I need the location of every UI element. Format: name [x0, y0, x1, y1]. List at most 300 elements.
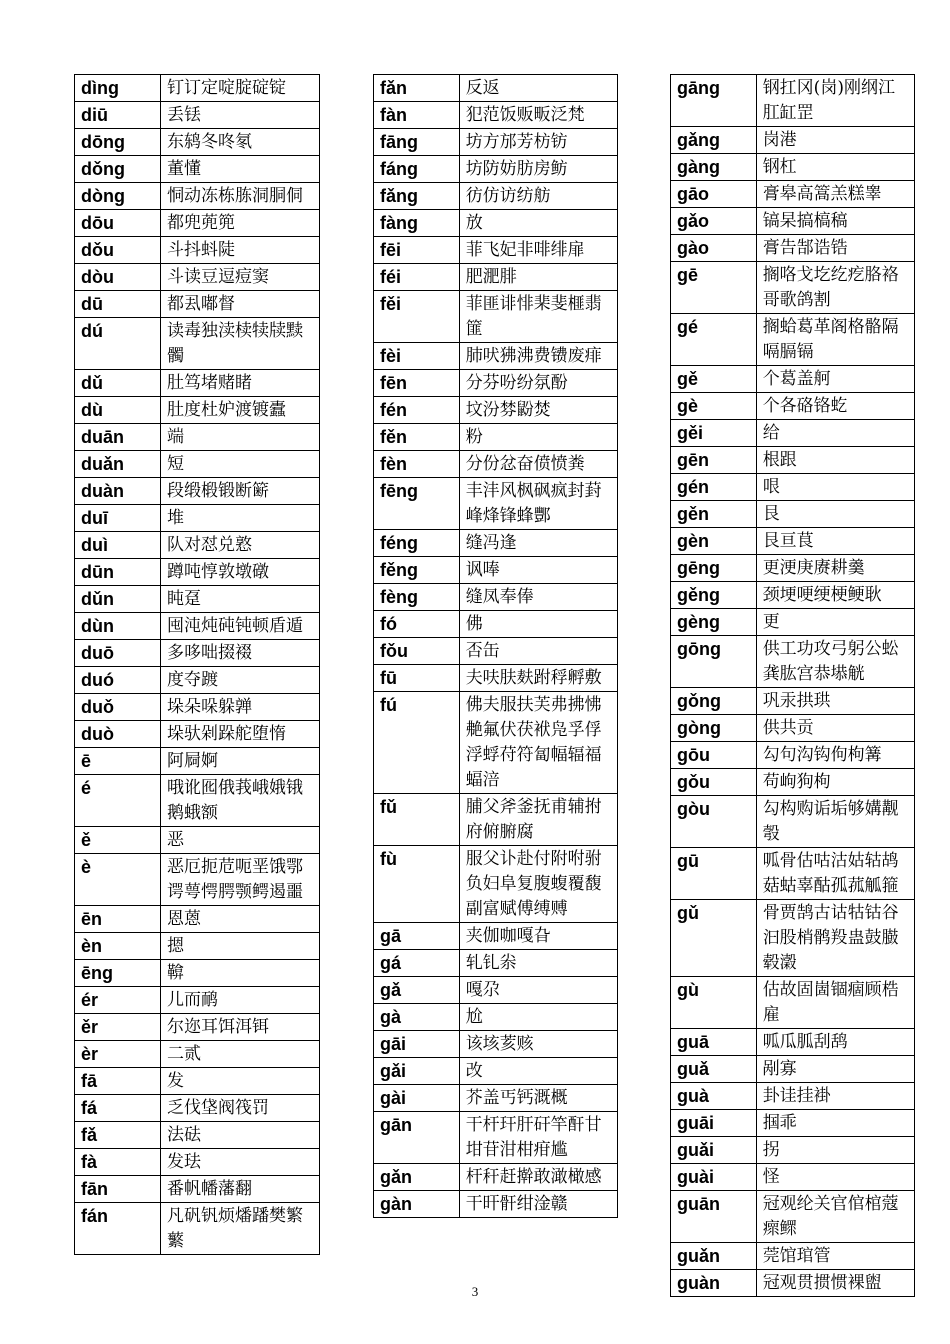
pinyin-cell: é	[75, 775, 161, 827]
pinyin-cell: fǎng	[374, 183, 460, 210]
characters-cell: 队对怼兑憝	[161, 532, 320, 559]
table-row	[75, 613, 320, 640]
pinyin-cell: dìng	[75, 75, 161, 102]
pinyin-cell: duì	[75, 532, 161, 559]
characters-cell: 肚度杜妒渡镀蠹	[161, 397, 320, 424]
pinyin-cell: dú	[75, 318, 161, 370]
characters-cell: 恶	[161, 827, 320, 854]
table-row	[671, 501, 915, 528]
pinyin-cell: dōng	[75, 129, 161, 156]
characters-cell: 巩汞拱珙	[756, 688, 914, 715]
characters-cell: 根跟	[756, 447, 914, 474]
pinyin-cell: gěi	[671, 420, 757, 447]
table-row	[75, 559, 320, 586]
characters-cell: 卦诖挂褂	[756, 1083, 914, 1110]
table-row	[75, 827, 320, 854]
pinyin-cell: fǎ	[75, 1122, 161, 1149]
characters-cell: 彷仿访纺舫	[459, 183, 617, 210]
characters-cell: 都厾嘟督	[161, 291, 320, 318]
pinyin-cell: gà	[374, 1004, 460, 1031]
pinyin-cell: gén	[671, 474, 757, 501]
characters-cell: 东鸫冬咚氡	[161, 129, 320, 156]
characters-cell: 脯父斧釜抚甫辅拊府俯腑腐	[459, 794, 617, 846]
table-row	[75, 640, 320, 667]
characters-cell: 轧钆尜	[459, 950, 617, 977]
pinyin-cell: gāng	[671, 75, 757, 127]
pinyin-cell: duǒ	[75, 694, 161, 721]
characters-cell: 凡矾钒烦燔蹯樊繁蘩	[161, 1203, 320, 1255]
table-row	[671, 528, 915, 555]
pinyin-cell: fèng	[374, 584, 460, 611]
pinyin-cell: fá	[75, 1095, 161, 1122]
pinyin-cell: fěn	[374, 424, 460, 451]
table-row	[75, 264, 320, 291]
table-row	[671, 1137, 915, 1164]
table-row	[75, 1149, 320, 1176]
characters-cell: 冠观纶关官倌棺蔻瘝鳏	[756, 1191, 914, 1243]
characters-cell: 夫呋肤麸跗稃孵敷	[459, 665, 617, 692]
pinyin-cell: gào	[671, 235, 757, 262]
characters-cell: 干杆玕肝矸竿酐甘坩苷泔柑疳尴	[459, 1112, 617, 1164]
characters-cell: 囤沌炖砘钝顿盾遁	[161, 613, 320, 640]
table-row	[374, 370, 618, 397]
table-row	[671, 235, 915, 262]
characters-cell: 镐杲搞槁稿	[756, 208, 914, 235]
characters-cell: 哦讹囮俄莪峨娥锇鹅蛾额	[161, 775, 320, 827]
pinyin-cell: gàng	[671, 154, 757, 181]
table-row	[374, 210, 618, 237]
table-row	[374, 102, 618, 129]
characters-cell: 钢杠	[756, 154, 914, 181]
pinyin-cell: gá	[374, 950, 460, 977]
pinyin-cell: duō	[75, 640, 161, 667]
table-row	[75, 102, 320, 129]
pinyin-cell: féng	[374, 530, 460, 557]
table-row	[374, 794, 618, 846]
pinyin-cell: gé	[671, 314, 757, 366]
table-row	[374, 451, 618, 478]
pinyin-cell: gǎng	[671, 127, 757, 154]
pinyin-cell: gǒng	[671, 688, 757, 715]
table-row	[671, 75, 915, 127]
pinyin-cell: fāng	[374, 129, 460, 156]
pinyin-cell: ér	[75, 987, 161, 1014]
table-row	[671, 582, 915, 609]
characters-cell: 勾句沟钩佝枸篝	[756, 742, 914, 769]
table-row	[75, 291, 320, 318]
characters-cell: 搁蛤葛革阁格骼隔嗝膈镉	[756, 314, 914, 366]
characters-cell: 拐	[756, 1137, 914, 1164]
pinyin-cell: gǎi	[374, 1058, 460, 1085]
table-row	[374, 846, 618, 923]
table-row	[374, 264, 618, 291]
pinyin-cell: fān	[75, 1176, 161, 1203]
pinyin-cell: gě	[671, 366, 757, 393]
pinyin-cell: gǎo	[671, 208, 757, 235]
table-row	[374, 424, 618, 451]
pinyin-cell: ēng	[75, 960, 161, 987]
pinyin-cell: gěng	[671, 582, 757, 609]
characters-cell: 摁	[161, 933, 320, 960]
characters-cell: 剐寡	[756, 1056, 914, 1083]
table-row	[671, 900, 915, 977]
table-row	[671, 848, 915, 900]
pinyin-cell: fěng	[374, 557, 460, 584]
pinyin-cell: fú	[374, 692, 460, 794]
pinyin-cell: fù	[374, 846, 460, 923]
pinyin-cell: gēng	[671, 555, 757, 582]
characters-cell: 阿屙婀	[161, 748, 320, 775]
table-row	[75, 1041, 320, 1068]
characters-cell: 尬	[459, 1004, 617, 1031]
table-row	[374, 478, 618, 530]
characters-cell: 个葛盖舸	[756, 366, 914, 393]
table-row	[671, 262, 915, 314]
pinyin-cell: féi	[374, 264, 460, 291]
pinyin-cell: guā	[671, 1029, 757, 1056]
pinyin-cell: fáng	[374, 156, 460, 183]
pinyin-cell: guǎi	[671, 1137, 757, 1164]
table-row	[374, 530, 618, 557]
characters-cell: 斗读豆逗痘窦	[161, 264, 320, 291]
pinyin-cell: dǔ	[75, 370, 161, 397]
characters-cell: 膏皋高篙羔糕睾	[756, 181, 914, 208]
characters-cell: 董懂	[161, 156, 320, 183]
characters-cell: 发珐	[161, 1149, 320, 1176]
characters-cell: 改	[459, 1058, 617, 1085]
table-row	[75, 748, 320, 775]
pinyin-cell: gòu	[671, 796, 757, 848]
characters-cell: 法砝	[161, 1122, 320, 1149]
pinyin-cell: gàn	[374, 1191, 460, 1218]
characters-cell: 发	[161, 1068, 320, 1095]
characters-cell: 哏	[756, 474, 914, 501]
characters-cell: 干旰骭绀淦赣	[459, 1191, 617, 1218]
table-row	[374, 584, 618, 611]
characters-cell: 艮亘茛	[756, 528, 914, 555]
characters-cell: 度夺踱	[161, 667, 320, 694]
table-row	[75, 183, 320, 210]
pinyin-cell: guān	[671, 1191, 757, 1243]
characters-cell: 多哆咄掇裰	[161, 640, 320, 667]
characters-cell: 读毒独渎椟犊牍黩髑	[161, 318, 320, 370]
characters-cell: 坟汾棼鼢焚	[459, 397, 617, 424]
pinyin-cell: gǎn	[374, 1164, 460, 1191]
characters-cell: 钢扛冈(岗)刚纲江肛缸罡	[756, 75, 914, 127]
table-row	[671, 742, 915, 769]
table-row	[374, 397, 618, 424]
characters-cell: 肚笃堵赌睹	[161, 370, 320, 397]
table-row	[374, 1058, 618, 1085]
characters-cell: 膏告郜诰锆	[756, 235, 914, 262]
pinyin-cell: duǎn	[75, 451, 161, 478]
table-row	[75, 370, 320, 397]
pinyin-cell: gěn	[671, 501, 757, 528]
characters-cell: 盹趸	[161, 586, 320, 613]
table-row	[75, 318, 320, 370]
pinyin-cell: dǒu	[75, 237, 161, 264]
pinyin-cell: fǒu	[374, 638, 460, 665]
table-row	[75, 933, 320, 960]
characters-cell: 端	[161, 424, 320, 451]
characters-cell: 杆秆赶擀敢澉橄感	[459, 1164, 617, 1191]
table-row	[75, 424, 320, 451]
table-body	[75, 75, 320, 1255]
table-row	[671, 796, 915, 848]
characters-cell: 短	[161, 451, 320, 478]
characters-cell: 菲匪诽悱棐斐榧翡篚	[459, 291, 617, 343]
characters-cell: 芥盖丐钙溉概	[459, 1085, 617, 1112]
characters-cell: 给	[756, 420, 914, 447]
pinyin-cell: dù	[75, 397, 161, 424]
characters-cell: 佛	[459, 611, 617, 638]
characters-cell: 服父讣赴付附咐驸负妇阜复腹蝮覆馥副富赋傅缚赙	[459, 846, 617, 923]
characters-cell: 反返	[459, 75, 617, 102]
table-row	[671, 1110, 915, 1137]
pinyin-cell: dòu	[75, 264, 161, 291]
pinyin-cell: gōu	[671, 742, 757, 769]
pinyin-cell: ěr	[75, 1014, 161, 1041]
pinyin-cell: gǔ	[671, 900, 757, 977]
table-row	[671, 154, 915, 181]
characters-cell: 垛朵哚躲亸	[161, 694, 320, 721]
characters-cell: 段缎椴锻断簖	[161, 478, 320, 505]
characters-cell: 恫动冻栋胨洞胴侗	[161, 183, 320, 210]
characters-cell: 斗抖蚪陡	[161, 237, 320, 264]
table-row	[75, 1122, 320, 1149]
pinyin-cell: fèi	[374, 343, 460, 370]
pinyin-cell: guāi	[671, 1110, 757, 1137]
characters-cell: 儿而鸸	[161, 987, 320, 1014]
characters-cell: 供工功攻弓躬公蚣龚肱宫恭塨觥	[756, 636, 914, 688]
characters-cell: 艮	[756, 501, 914, 528]
pinyin-cell: è	[75, 854, 161, 906]
characters-cell: 勾构购诟垢够媾觏彀	[756, 796, 914, 848]
pinyin-cell: fó	[374, 611, 460, 638]
characters-cell: 钉订定啶腚碇锭	[161, 75, 320, 102]
characters-cell: 苟岣狗枸	[756, 769, 914, 796]
table-row	[671, 715, 915, 742]
characters-cell: 讽唪	[459, 557, 617, 584]
table-row	[671, 769, 915, 796]
table-body	[671, 75, 915, 1297]
table-row	[374, 75, 618, 102]
table-row	[671, 127, 915, 154]
table-row	[374, 665, 618, 692]
pinyin-cell: guǎn	[671, 1243, 757, 1270]
pinyin-cell: ě	[75, 827, 161, 854]
characters-cell: 丰沣风枫砜疯封葑峰烽锋蜂酆	[459, 478, 617, 530]
table-row	[75, 667, 320, 694]
table-row	[671, 1243, 915, 1270]
characters-cell: 掴乖	[756, 1110, 914, 1137]
table-row	[75, 1014, 320, 1041]
characters-cell: 岗港	[756, 127, 914, 154]
table-row	[75, 210, 320, 237]
characters-cell: 肥淝腓	[459, 264, 617, 291]
table-row	[75, 906, 320, 933]
table-row	[75, 1176, 320, 1203]
pinyin-cell: duān	[75, 424, 161, 451]
table-row	[671, 1164, 915, 1191]
table-row	[75, 505, 320, 532]
table-body	[374, 75, 618, 1218]
characters-cell: 更	[756, 609, 914, 636]
characters-cell: 都兜蔸篼	[161, 210, 320, 237]
pinyin-cell: guà	[671, 1083, 757, 1110]
pinyin-cell: gèn	[671, 528, 757, 555]
syllable-table-1	[74, 74, 320, 1255]
table-row	[374, 557, 618, 584]
characters-cell: 呱瓜胍刮鸹	[756, 1029, 914, 1056]
characters-cell: 肺吠狒沸费镄废痱	[459, 343, 617, 370]
characters-cell: 恶厄扼苊呃垩饿鄂谔萼愕腭颚鳄遏噩	[161, 854, 320, 906]
table-row	[671, 420, 915, 447]
pinyin-cell: gē	[671, 262, 757, 314]
pinyin-cell: guǎ	[671, 1056, 757, 1083]
pinyin-cell: fū	[374, 665, 460, 692]
table-row	[374, 950, 618, 977]
pinyin-cell: fà	[75, 1149, 161, 1176]
table-row	[75, 75, 320, 102]
table-row	[671, 609, 915, 636]
page-number: 3	[471, 1284, 479, 1299]
pinyin-cell: dǒng	[75, 156, 161, 183]
pinyin-cell: gāi	[374, 1031, 460, 1058]
characters-cell: 乏伐垡阀筏罚	[161, 1095, 320, 1122]
characters-cell: 估故固崮锢痼顾梏雇	[756, 977, 914, 1029]
pinyin-cell: fén	[374, 397, 460, 424]
syllable-table-2	[373, 74, 618, 1218]
table-row	[75, 586, 320, 613]
pinyin-cell: fēi	[374, 237, 460, 264]
characters-cell: 垛驮剁跺舵堕惰	[161, 721, 320, 748]
table-row	[374, 129, 618, 156]
pinyin-cell: fēn	[374, 370, 460, 397]
characters-cell: 蹲吨惇敦墩礅	[161, 559, 320, 586]
characters-cell: 骨贾鹄古诂牯钴谷汩股梢鹘羖蛊鼓臌毂瀔	[756, 900, 914, 977]
table-row	[75, 478, 320, 505]
pinyin-cell: fā	[75, 1068, 161, 1095]
characters-cell: 夹伽咖嘎旮	[459, 923, 617, 950]
pinyin-cell: fěi	[374, 291, 460, 343]
table-row	[75, 451, 320, 478]
characters-cell: 呱骨估咕沽姑轱鸪菇蛄辜酤孤菰觚箍	[756, 848, 914, 900]
characters-cell: 嘎尕	[459, 977, 617, 1004]
pinyin-cell: gèng	[671, 609, 757, 636]
pinyin-cell: gù	[671, 977, 757, 1029]
table-row	[374, 977, 618, 1004]
pinyin-cell: fàng	[374, 210, 460, 237]
pinyin-cell: ēn	[75, 906, 161, 933]
characters-cell: 颈埂哽绠梗鲠耿	[756, 582, 914, 609]
pinyin-cell: fǔ	[374, 794, 460, 846]
characters-cell: 缝冯逢	[459, 530, 617, 557]
pinyin-cell: dǔn	[75, 586, 161, 613]
characters-cell: 个各硌铬虼	[756, 393, 914, 420]
characters-cell: 缝凤奉俸	[459, 584, 617, 611]
table-row	[671, 688, 915, 715]
characters-cell: 分份忿奋偾愤粪	[459, 451, 617, 478]
table-row	[374, 1112, 618, 1164]
table-row	[75, 721, 320, 748]
pinyin-cell: dòng	[75, 183, 161, 210]
table-row	[374, 156, 618, 183]
pinyin-cell: gè	[671, 393, 757, 420]
syllable-table-3	[670, 74, 915, 1297]
table-row	[75, 1068, 320, 1095]
pinyin-cell: gǎ	[374, 977, 460, 1004]
characters-cell: 该垓荄赅	[459, 1031, 617, 1058]
table-row	[75, 397, 320, 424]
pinyin-cell: gēn	[671, 447, 757, 474]
pinyin-cell: dūn	[75, 559, 161, 586]
characters-cell: 番帆幡藩翻	[161, 1176, 320, 1203]
pinyin-cell: èr	[75, 1041, 161, 1068]
table-row	[374, 237, 618, 264]
characters-cell: 坊防妨肪房鲂	[459, 156, 617, 183]
pinyin-cell: ē	[75, 748, 161, 775]
table-row	[671, 1191, 915, 1243]
table-row	[374, 1004, 618, 1031]
table-row	[374, 1191, 618, 1218]
characters-cell: 放	[459, 210, 617, 237]
characters-cell: 尔迩耳饵洱铒	[161, 1014, 320, 1041]
pinyin-cell: gā	[374, 923, 460, 950]
pinyin-cell: duò	[75, 721, 161, 748]
table-row	[75, 532, 320, 559]
pinyin-cell: gǒu	[671, 769, 757, 796]
characters-cell: 坊方邡芳枋钫	[459, 129, 617, 156]
table-row	[75, 960, 320, 987]
table-row	[671, 1083, 915, 1110]
characters-cell: 佛夫服扶芙弗拂怫艴氟伏茯袱凫孚俘浮蜉苻符匐幅辐福蝠涪	[459, 692, 617, 794]
table-row	[671, 1056, 915, 1083]
table-row	[75, 237, 320, 264]
pinyin-cell: duī	[75, 505, 161, 532]
characters-cell: 犯范饭贩畈泛梵	[459, 102, 617, 129]
table-row	[671, 314, 915, 366]
table-row	[374, 291, 618, 343]
table-row	[374, 1164, 618, 1191]
characters-cell: 冠观贯掼惯裸盥	[756, 1270, 914, 1297]
pinyin-cell: duàn	[75, 478, 161, 505]
table-row	[75, 1095, 320, 1122]
table-row	[75, 694, 320, 721]
table-row	[671, 393, 915, 420]
pinyin-cell: gān	[374, 1112, 460, 1164]
table-row	[374, 611, 618, 638]
table-row	[374, 1031, 618, 1058]
characters-cell: 恩蒽	[161, 906, 320, 933]
table-row	[75, 1203, 320, 1255]
table-row	[75, 775, 320, 827]
pinyin-cell: guài	[671, 1164, 757, 1191]
pinyin-cell: dùn	[75, 613, 161, 640]
table-row	[671, 208, 915, 235]
pinyin-cell: guàn	[671, 1270, 757, 1297]
table-row	[671, 1029, 915, 1056]
table-row	[374, 638, 618, 665]
pinyin-cell: gōng	[671, 636, 757, 688]
pinyin-cell: èn	[75, 933, 161, 960]
table-row	[671, 447, 915, 474]
characters-cell: 丢铥	[161, 102, 320, 129]
table-row	[374, 343, 618, 370]
pinyin-cell: gài	[374, 1085, 460, 1112]
pinyin-cell: fǎn	[374, 75, 460, 102]
table-row	[374, 1085, 618, 1112]
